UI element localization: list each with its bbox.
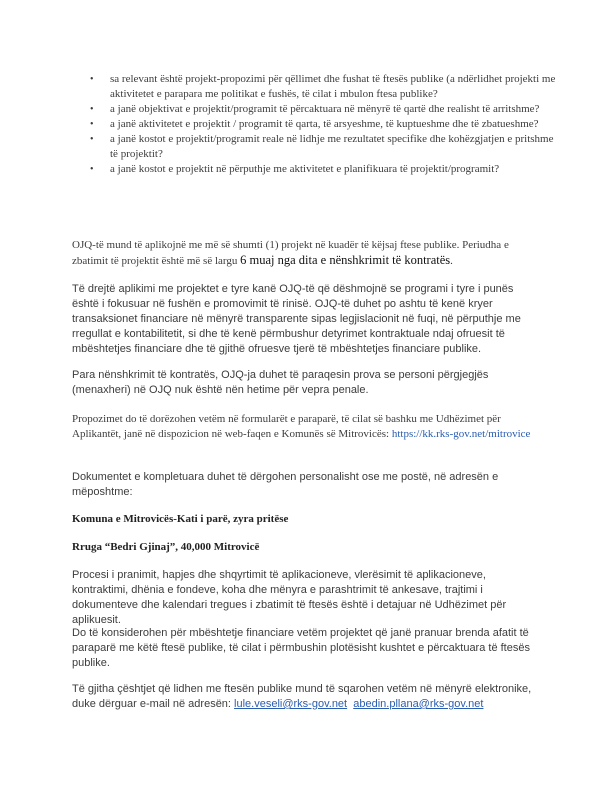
emphasis-duration: 6 muaj nga dita e nënshkrimit të kontratës bbox=[240, 253, 451, 267]
list-item: • a janë kostot e projektit në përputhje me aktivitetet e planifikuara të projektit/programit? bbox=[90, 163, 500, 175]
list-item: • sa relevant është projekt-propozimi për qëllimet dhe fushat të ftesës publike (a ndërlidhet projekti me aktivitetet e parapara me politikat e fushës, të cilat i mbulon ftesa publike? bbox=[90, 73, 556, 100]
list-item: • a janë aktivitetet e projektit / programit të qarta, të arsyeshme, të kuptueshme dhe të zbatueshme? bbox=[90, 118, 539, 130]
bullet-icon: • bbox=[90, 74, 94, 85]
email-link-2[interactable]: abedin.pllana@rks-gov.net bbox=[353, 698, 484, 710]
criteria-list bbox=[90, 72, 560, 177]
paragraph-submission: Propozimet do të dorëzohen vetëm në formularët e paraparë, të cilat së bashku me Udhëzimet për Aplikantët, janë në dispozicion në web-faqen e Komunës së Mitrovicës: https://kk.rks-gov.net/mitrovice bbox=[72, 413, 531, 440]
address-line-2: Rruga “Bedri Gjinaj”, 40,000 Mitrovicë bbox=[72, 541, 260, 553]
website-link[interactable]: https://kk.rks-gov.net/mitrovice bbox=[391, 428, 531, 440]
paragraph-process: Procesi i pranimit, hapjes dhe shqyrtimit të aplikacioneve, vlerësimit të aplikacioneve, kontraktimi, dhënia e fondeve, koha dhe mënyra e parashtrimit të ankesave, trajtimi i dokumenteve dhe kalendari tregues i zbatimit të ftesës është i detajuar në Udhëzimet për aplikuesit. bbox=[72, 569, 507, 626]
paragraph-delivery: Dokumentet e kompletuara duhet të dërgohen personalisht ose me postë, në adresën e mëposhtme: bbox=[72, 471, 499, 498]
email-link-1[interactable]: lule.veseli@rks-gov.net bbox=[234, 698, 348, 710]
paragraph-contact: Të gjitha çështjet që lidhen me ftesën publike mund të sqarohen vetëm në mënyrë elektronike, duke dërguar e-mail në adresën: lule.veseli@rks-gov.net abedin.pllana@rks-gov.net bbox=[72, 683, 532, 710]
address-line-1: Komuna e Mitrovicës-Kati i parë, zyra pritëse bbox=[72, 513, 289, 525]
bullet-icon: • bbox=[90, 164, 94, 175]
list-item: • a janë objektivat e projektit/programit të përcaktuara në mënyrë të qartë dhe realisht të arritshme? bbox=[90, 103, 540, 115]
paragraph-consideration: Do të konsiderohen për mbështetje financiare vetëm projektet që janë pranuar brenda afatit të paraparë me këtë ftesë publike, të cilat i përmbushin plotësisht kushtet e përcaktuara të ftesës publike. bbox=[72, 627, 530, 669]
list-item: • a janë kostot e projektit/programit reale në lidhje me rezultatet specifike dhe kohëzgjatjen e pritshme të projektit? bbox=[90, 133, 554, 160]
paragraph-contract-proof: Para nënshkrimit të kontratës, OJQ-ja duhet të paraqesin prova se personi përgjegjës (menaxheri) në OJQ nuk është nën hetime për vepra penale. bbox=[72, 369, 489, 396]
paragraph-eligibility: Të drejtë aplikimi me projektet e tyre kanë OJQ-të që dëshmojnë se programi i tyre i punës është i fokusuar në fushën e promovimit të rinisë. OJQ-të duhet po ashtu të kenë kryer transaksionet financiare në mënyrë transparente sipas legjislacionit në fuqi, në përputhje me rregullat e kontabilitetit, si dhe të kenë përmbushur detyrimet kontraktuale ndaj ofruesit të mbështetjes financiare dhe të gjithë ofruesve tjerë të mbështetjes financiare publike. bbox=[72, 283, 521, 355]
bullet-icon: • bbox=[90, 104, 94, 115]
bullet-icon: • bbox=[90, 134, 94, 145]
paragraph-application-limit: OJQ-të mund të aplikojnë me më së shumti (1) projekt në kuadër të këjsaj ftese publike. Periudha e zbatimit të projektit është më së largu 6 muaj nga dita e nënshkrimit të kontratës. bbox=[72, 239, 509, 267]
bullet-icon: • bbox=[90, 119, 94, 130]
